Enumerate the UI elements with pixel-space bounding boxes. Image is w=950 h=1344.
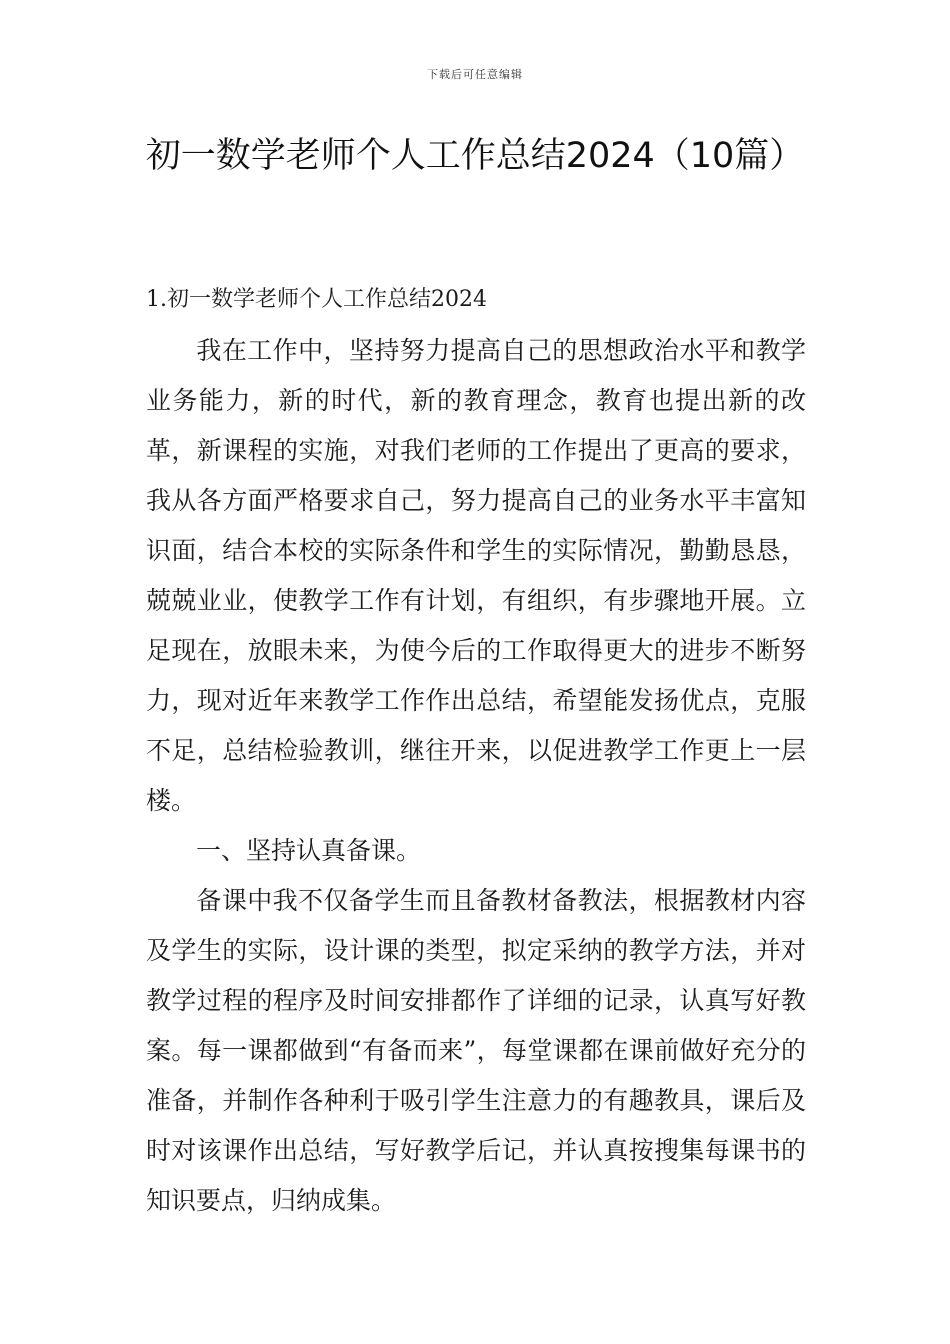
document-title: 初一数学老师个人工作总结2024（10篇） (145, 136, 805, 176)
paragraph-text: 我在工作中，坚持努力提高自己的思想政治水平和教学业务能力，新的时代，新的教育理念，教育也提出新的改革，新课程的实施，对我们老师的工作提出了更高的要求，我从各方面严格要求自己，努力提高自己的业务水平丰富知识面，结合本校的实际条件和学生的实际情况，勤勤恳恳，兢兢业业，使教学工作有计划，有组织，有步骤地开展。立足现在，放眼未来，为使今后的工作取得更大的进步不断努力，现对近年来教学工作作出总结，希望能发扬优点，克服不足，总结检验教训，继往开来，以促进教学工作更上一层楼。 (146, 336, 806, 815)
header-note: 下载后可任意编辑 (427, 68, 523, 81)
body-paragraph (146, 876, 806, 1226)
body-paragraph (146, 326, 806, 826)
subheading-paragraph (146, 826, 806, 876)
subheading-text: 一、坚持认真备课。 (196, 836, 422, 865)
section-heading: 1.初一数学老师个人工作总结2024 (146, 287, 487, 312)
paragraph-text: 备课中我不仅备学生而且备教材备教法，根据教材内容及学生的实际，设计课的类型，拟定采纳的教学方法，并对教学过程的程序及时间安排都作了详细的记录，认真写好教案。每一课都做到“有备而来”，每堂课都在课前做好充分的准备，并制作各种利于吸引学生注意力的有趣教具，课后及时对该课作出总结，写好教学后记，并认真按搜集每课书的知识要点，归纳成集。 (146, 886, 806, 1215)
